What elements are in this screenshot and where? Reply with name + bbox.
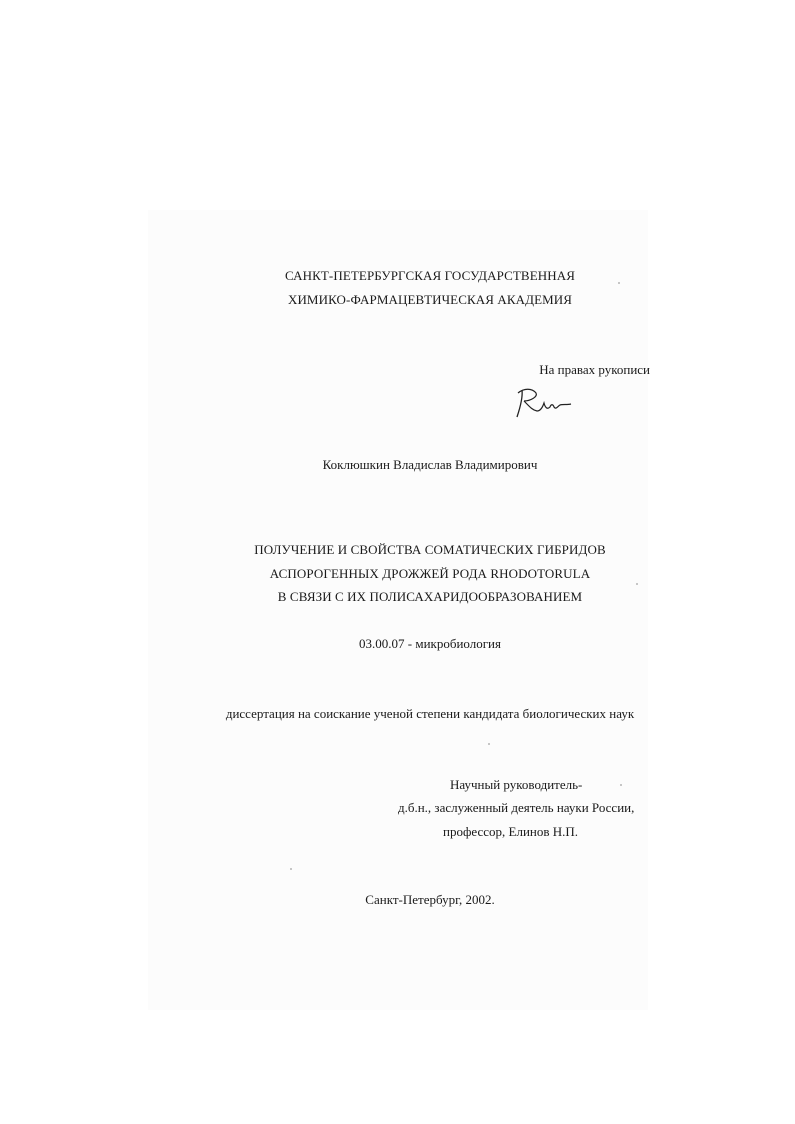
degree-line: диссертация на соискание ученой степени кандидата биологических наук: [225, 706, 635, 721]
rights-notice: На правах рукописи: [539, 362, 650, 377]
specialty-code: 03.00.07 - микробиология: [359, 636, 501, 651]
title-line-1: ПОЛУЧЕНИЕ И СВОЙСТВА СОМАТИЧЕСКИХ ГИБРИДОВ: [254, 542, 606, 557]
supervisor-label: Научный руководитель-: [450, 777, 583, 792]
author-name: Коклюшкин Владислав Владимирович: [322, 457, 538, 472]
scanned-sheet: [148, 210, 648, 1010]
academy-line-2: ХИМИКО-ФАРМАЦЕВТИЧЕСКАЯ АКАДЕМИЯ: [287, 292, 573, 307]
supervisor-credentials: д.б.н., заслуженный деятель науки России,: [398, 800, 635, 815]
scan-speck: [636, 583, 638, 585]
title-line-3: В СВЯЗИ С ИХ ПОЛИСАХАРИДООБРАЗОВАНИЕМ: [277, 589, 583, 604]
scan-speck: [620, 784, 622, 786]
academy-line-1: САНКТ-ПЕТЕРБУРГСКАЯ ГОСУДАРСТВЕННАЯ: [285, 268, 575, 283]
scan-speck: [488, 743, 490, 745]
title-line-2: АСПОРОГЕННЫХ ДРОЖЖЕЙ РОДА RHODOTORULA: [269, 566, 591, 581]
signature-icon: [514, 384, 574, 420]
scan-speck: [290, 868, 292, 870]
supervisor-name: профессор, Елинов Н.П.: [443, 824, 579, 839]
scan-speck: [618, 282, 620, 284]
city-year: Санкт-Петербург, 2002.: [365, 892, 495, 907]
